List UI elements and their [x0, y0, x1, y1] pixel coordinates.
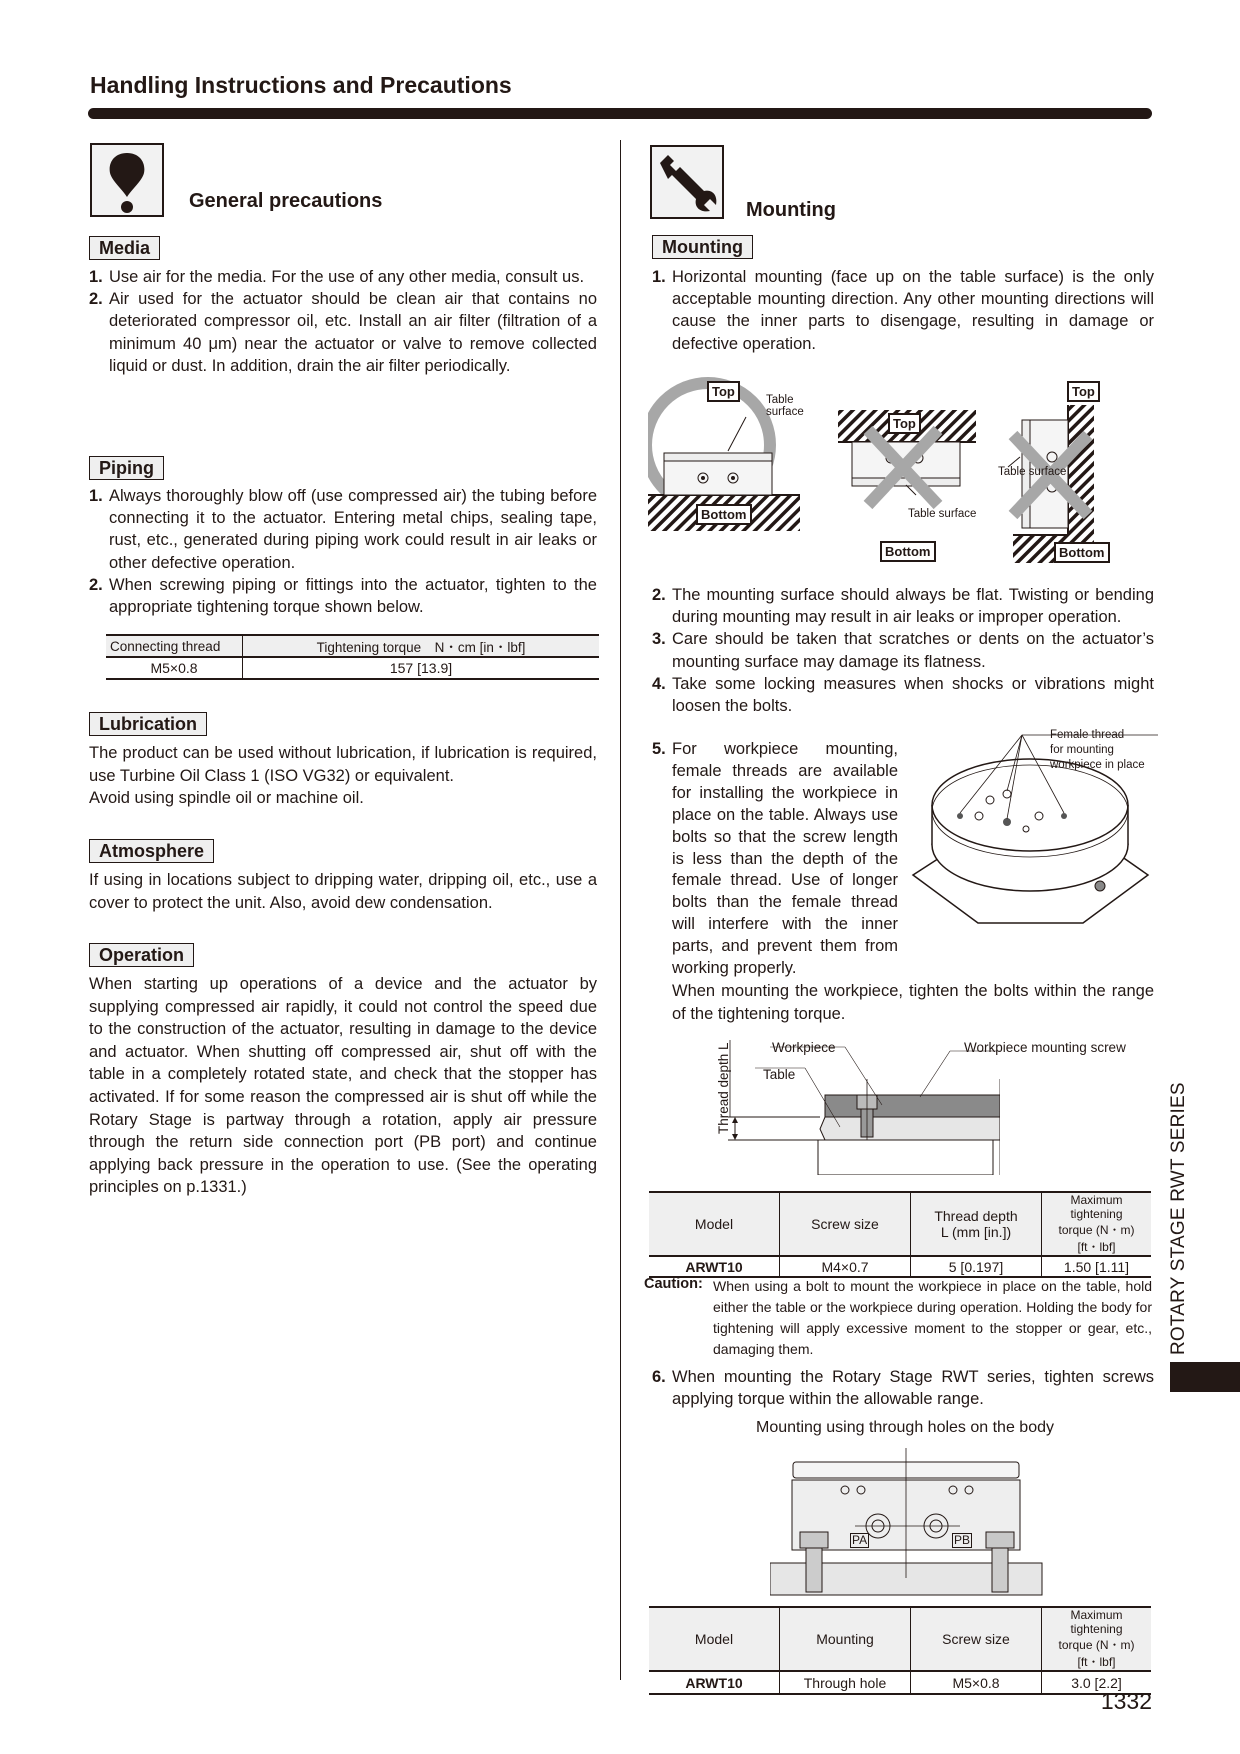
table-header: Thread depth L (mm [in.]) [911, 1192, 1042, 1256]
atmosphere-text: If using in locations subject to dripping water, dripping oil, etc., use a cover to protect the unit. Also, avoid dew condensation. [89, 871, 597, 912]
label-bottom: Bottom [880, 541, 936, 562]
thread-depth-label: Thread depth L [716, 1042, 731, 1134]
item5-continuation: When mounting the workpiece, tighten the bolts within the range of the tightening torque. [672, 982, 1154, 1023]
column-divider [620, 140, 621, 1680]
side-tab-marker [1170, 1362, 1240, 1392]
table-cell: ARWT10 [685, 1674, 743, 1691]
table-header: Model [649, 1607, 780, 1671]
tag-atmosphere: Atmosphere [89, 839, 214, 863]
tag-piping: Piping [89, 456, 164, 480]
exclamation-icon [90, 143, 164, 217]
label-top: Top [707, 381, 740, 402]
label-top: Top [888, 413, 921, 434]
wrench-icon [650, 145, 724, 219]
label-bottom: Bottom [696, 504, 752, 525]
page-number: 1332 [1100, 1688, 1152, 1714]
list-item: 1. Horizontal mounting (face up on the table surface) is the only acceptable mounting direction. Any other mounting directions will cause the inner parts to disengage, resulting in damage or defective operation. [652, 268, 1154, 353]
mounting-list-5 [652, 739, 898, 980]
list-item: 5. For workpiece mounting, female threads are available for installing the workpiece in place on the table. Always use bolts so that the screw length is less than the depth of the female thread. Use of longer bolts than the female thread will interfere with the inner parts, and prevent them from working properly. [652, 740, 898, 978]
section-heading-general-precautions: General precautions [189, 190, 383, 212]
title-rule [88, 108, 1152, 119]
label-top: Top [1067, 381, 1100, 402]
table-header: Maximum tightening torque (N・m) [ft・lbf] [1042, 1192, 1152, 1256]
list-item: 2. The mounting surface should always be flat. Twisting or bending during mounting may result in air leaks or improper operation. [652, 586, 1154, 627]
label-table-surface: Table surface [998, 466, 1067, 478]
screw-label: Workpiece mounting screw [964, 1040, 1126, 1055]
table-cell: M5×0.8 [911, 1671, 1042, 1694]
tag-operation: Operation [89, 943, 194, 967]
port-pa-label: PA [852, 1533, 868, 1547]
table-header: Mounting [780, 1607, 911, 1671]
port-pb-label: PB [954, 1533, 971, 1547]
table-cell: M5×0.8 [150, 660, 198, 676]
list-item: 1. Use air for the media. For the use of any other media, consult us. [89, 268, 585, 286]
table-header: Screw size [911, 1607, 1042, 1671]
through-hole-figure-title: Mounting using through holes on the body [756, 1419, 1054, 1436]
table-cell: M4×0.7 [780, 1256, 911, 1277]
connecting-thread-table [106, 634, 599, 680]
media-list [89, 266, 597, 377]
table-label: Table [763, 1067, 796, 1082]
tag-mounting: Mounting [652, 235, 753, 259]
table-cell: 3.0 [2.2] [1042, 1671, 1152, 1694]
label-bottom: Bottom [1054, 542, 1110, 563]
female-thread-callout: Female thread for mounting workpiece in place [1050, 729, 1145, 771]
page-title: Handling Instructions and Precautions [90, 72, 512, 98]
list-item: 4. Take some locking measures when shocks or vibrations might loosen the bolts. [652, 674, 1154, 716]
table-cell: 1.50 [1.11] [1042, 1256, 1152, 1277]
through-hole-figure [770, 1448, 1050, 1596]
table-header: Screw size [780, 1192, 911, 1256]
piping-list [89, 485, 597, 618]
list-item: 3. Care should be taken that scratches or dents on the actuator’s mounting surface may damage its flatness. [652, 630, 1154, 671]
mounting-list-1 [652, 266, 1154, 355]
caution-text: When using a bolt to mount the workpiece in place on the table, hold either the table or the workpiece during operation. Holding the body for tightening will apply excessive moment to the stopper or gear, etc., damaging them. [713, 1278, 1152, 1357]
table-header: Maximum tightening torque (N・m) [ft・lbf] [1042, 1607, 1152, 1671]
list-item: 6. When mounting the Rotary Stage RWT series, tighten screws applying torque within the allowable range. [652, 1368, 1154, 1409]
label-table-surface: Table surface [766, 394, 804, 418]
ng-sideways [1008, 405, 1094, 563]
tag-lubrication: Lubrication [89, 712, 207, 736]
list-item: 1. Always thoroughly blow off (use compressed air) the tubing before connecting it to the actuator. Entering metal chips, sealing tape, rust, etc., generated during piping work could result in air leaks or other defective operation. [89, 487, 597, 572]
lubrication-text: The product can be used without lubrication, if lubrication is required, use Turbine Oil Class 1 (ISO VG32) or equivalent. Avoid using spindle oil or machine oil. [89, 744, 597, 808]
list-item: 2. When screwing piping or fittings into the actuator, tighten to the appropriate tightening torque shown below. [89, 575, 597, 617]
label-table-surface: Table surface [908, 508, 977, 520]
body-mounting-table [649, 1606, 1151, 1695]
tag-media: Media [89, 236, 160, 260]
side-tab-series-label: ROTARY STAGE RWT SERIES [1168, 1082, 1189, 1355]
table-cell: Through hole [780, 1671, 911, 1694]
table-header: Tightening torque N・cm [in・lbf] [243, 635, 600, 657]
mounting-list-2 [652, 584, 1154, 717]
section-heading-mounting: Mounting [746, 199, 836, 221]
thread-depth-figure [710, 1035, 1000, 1175]
table-cell: 157 [13.9] [243, 657, 600, 679]
workpiece-label: Workpiece [772, 1040, 836, 1055]
workpiece-screw-table [649, 1191, 1151, 1278]
table-header: Connecting thread [106, 635, 243, 657]
list-item: 2. Air used for the actuator should be clean air that contains no deteriorated compressor oil, etc. Install an air filter (filtration of a minimum 40 μm) near the actuator or valve to remove collected liquid or dust. In addition, drain the air filter periodically. [89, 290, 597, 375]
mounting-list-6 [652, 1366, 1154, 1410]
table-cell: 5 [0.197] [911, 1256, 1042, 1277]
table-header: Model [649, 1192, 780, 1256]
operation-text: When starting up operations of a device and the actuator by supplying compressed air rapidly, it could not control the speed due to the construction of the actuator, resulting in damage to the device and actuator. When shutting off compressed air, shut off with the table in a completely rotated state, and check that the stopper has activated. If for some reason the compressed air is shut off while the Rotary Stage is partway through a rotation, apply air pressure through the return side connection port (PB port) and continue applying back pressure in the operation to use. (See the operating principles on p.1331.) [89, 975, 597, 1197]
caution-label: Caution: [644, 1276, 703, 1292]
table-cell: ARWT10 [685, 1258, 743, 1275]
